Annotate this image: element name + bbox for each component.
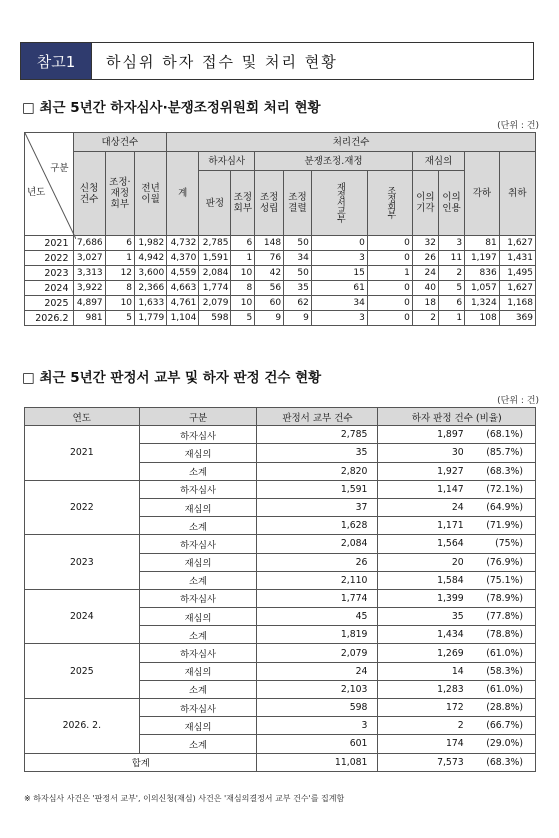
row-cell: 40 — [412, 281, 438, 296]
row-defect-count: 1,147 — [378, 480, 468, 498]
row-defect-ratio: (72.1%) — [468, 480, 536, 498]
row-defect-count: 30 — [378, 444, 468, 462]
diagonal-line — [25, 133, 76, 239]
row-defect-count: 1,434 — [378, 626, 468, 644]
row-cell: 10 — [231, 296, 255, 311]
row-cell: 81 — [465, 236, 500, 251]
header-med-return2-cell — [367, 171, 412, 236]
judgment-table-body — [25, 426, 536, 753]
row-cell: 1 — [367, 266, 412, 281]
row-issued: 2,079 — [257, 644, 378, 662]
table-row — [25, 426, 536, 444]
row-issued: 35 — [257, 444, 378, 462]
header-med-success: 조정 성립 — [255, 171, 284, 236]
row-year: 2021 — [25, 236, 74, 251]
row-issued: 2,084 — [257, 535, 378, 553]
section1-title: □ 최근 5년간 하자심사·분쟁조정위원회 처리 현황 — [22, 100, 321, 116]
row-issued: 26 — [257, 553, 378, 571]
row-cell: 1,982 — [135, 236, 167, 251]
row-cell: 0 — [367, 281, 412, 296]
row-cell: 3 — [438, 236, 464, 251]
row-cell: 836 — [465, 266, 500, 281]
row-type: 소계 — [139, 735, 257, 753]
row-defect-count: 1,584 — [378, 571, 468, 589]
row-cell: 1,627 — [499, 281, 535, 296]
row-defect-count: 2 — [378, 717, 468, 735]
row-cell: 50 — [284, 236, 312, 251]
row-defect-count: 1,269 — [378, 644, 468, 662]
row-cell: 12 — [105, 266, 134, 281]
header-withdraw: 취하 — [499, 152, 535, 236]
row-year: 2024 — [25, 281, 74, 296]
row-type: 하자심사 — [139, 699, 257, 717]
row-cell: 35 — [284, 281, 312, 296]
row-cell: 0 — [367, 311, 412, 326]
row-cell: 4,663 — [167, 281, 199, 296]
row-cell: 1,591 — [199, 251, 231, 266]
row-defect-count: 35 — [378, 608, 468, 626]
total-issued: 11,081 — [257, 753, 378, 771]
row-cell: 60 — [255, 296, 284, 311]
row-issued: 2,820 — [257, 462, 378, 480]
row-cell: 61 — [311, 281, 367, 296]
row-issued: 1,819 — [257, 626, 378, 644]
row-defect-count: 1,399 — [378, 589, 468, 607]
row-cell: 34 — [284, 251, 312, 266]
row-issued: 2,103 — [257, 680, 378, 698]
row-cell: 2,785 — [199, 236, 231, 251]
row-cell: 6 — [438, 296, 464, 311]
row-cell: 2,084 — [199, 266, 231, 281]
row-cell: 34 — [311, 296, 367, 311]
row-defect-ratio: (75%) — [468, 535, 536, 553]
header-mediation-return: 조정· 재정 회부 — [105, 152, 134, 236]
row-cell: 6 — [231, 236, 255, 251]
row-cell: 5 — [231, 311, 255, 326]
row-issued: 1,628 — [257, 517, 378, 535]
table-row — [25, 296, 536, 311]
row-cell: 148 — [255, 236, 284, 251]
row-defect-ratio: (75.1%) — [468, 571, 536, 589]
row-cell: 369 — [499, 311, 535, 326]
row-cell: 2,079 — [199, 296, 231, 311]
row-cell: 1,633 — [135, 296, 167, 311]
row-cell: 11 — [438, 251, 464, 266]
row-cell: 8 — [231, 281, 255, 296]
row-defect-count: 20 — [378, 553, 468, 571]
row-cell: 76 — [255, 251, 284, 266]
row-cell: 4,732 — [167, 236, 199, 251]
row-issued: 37 — [257, 498, 378, 516]
row-type: 재심의 — [139, 662, 257, 680]
row-cell: 4,897 — [73, 296, 105, 311]
row-cell: 1,104 — [167, 311, 199, 326]
row-cell: 2 — [438, 266, 464, 281]
row-cell: 4,942 — [135, 251, 167, 266]
row-defect-ratio: (78.9%) — [468, 589, 536, 607]
row-cell: 0 — [367, 296, 412, 311]
row-cell: 8 — [105, 281, 134, 296]
table-row — [25, 311, 536, 326]
row-cell: 9 — [284, 311, 312, 326]
group-year: 2022 — [25, 480, 140, 535]
row-defect-ratio: (85.7%) — [468, 444, 536, 462]
row-defect-ratio: (71.9%) — [468, 517, 536, 535]
row-defect-count: 14 — [378, 662, 468, 680]
row-defect-ratio: (61.0%) — [468, 680, 536, 698]
row-issued: 45 — [257, 608, 378, 626]
row-type: 재심의 — [139, 608, 257, 626]
row-cell: 0 — [311, 236, 367, 251]
footnote: ※ 하자심사 사건은 '판정서 교부', 이의신청(재심) 사건은 '재심의결정서 교부 건수'를 집계함 — [24, 794, 345, 803]
row-cell: 1,431 — [499, 251, 535, 266]
table-row — [25, 644, 536, 662]
row-issued: 2,785 — [257, 426, 378, 444]
total-defect-count: 7,573 — [378, 753, 468, 771]
row-cell: 108 — [465, 311, 500, 326]
row-cell: 6 — [105, 236, 134, 251]
row-cell: 2,366 — [135, 281, 167, 296]
row-type: 하자심사 — [139, 535, 257, 553]
row-cell: 3,600 — [135, 266, 167, 281]
row-cell: 981 — [73, 311, 105, 326]
row-cell: 24 — [412, 266, 438, 281]
row-defect-count: 1,897 — [378, 426, 468, 444]
row-defect-ratio: (77.8%) — [468, 608, 536, 626]
row-cell: 3,027 — [73, 251, 105, 266]
row-cell: 1 — [438, 311, 464, 326]
row-cell: 10 — [231, 266, 255, 281]
header2-defect: 하자 판정 건수 (비율) — [378, 408, 536, 426]
section1-unit: (단위 : 건) — [497, 121, 539, 131]
header-hajasimsa: 하자심사 — [199, 152, 255, 171]
row-issued: 1,591 — [257, 480, 378, 498]
row-defect-ratio: (68.3%) — [468, 462, 536, 480]
row-defect-count: 24 — [378, 498, 468, 516]
row-cell: 1,627 — [499, 236, 535, 251]
row-type: 소계 — [139, 462, 257, 480]
row-year: 2026.2 — [25, 311, 74, 326]
table-row — [25, 589, 536, 607]
row-defect-ratio: (61.0%) — [468, 644, 536, 662]
row-cell: 15 — [311, 266, 367, 281]
row-issued: 598 — [257, 699, 378, 717]
row-type: 재심의 — [139, 444, 257, 462]
row-cell: 4,559 — [167, 266, 199, 281]
row-cell: 50 — [284, 266, 312, 281]
row-cell: 1,057 — [465, 281, 500, 296]
row-type: 소계 — [139, 626, 257, 644]
row-cell: 1,324 — [465, 296, 500, 311]
header2-gubun: 구분 — [139, 408, 257, 426]
row-cell: 62 — [284, 296, 312, 311]
row-defect-ratio: (68.1%) — [468, 426, 536, 444]
table-row — [25, 251, 536, 266]
row-defect-count: 1,927 — [378, 462, 468, 480]
row-cell: 1,774 — [199, 281, 231, 296]
row-type: 소계 — [139, 571, 257, 589]
table-row — [25, 699, 536, 717]
total-label: 합계 — [25, 753, 257, 771]
row-cell: 0 — [367, 251, 412, 266]
header-dismiss: 각하 — [465, 152, 500, 236]
row-cell: 598 — [199, 311, 231, 326]
group-year: 2024 — [25, 589, 140, 644]
row-defect-ratio: (58.3%) — [468, 662, 536, 680]
row-defect-ratio: (66.7%) — [468, 717, 536, 735]
row-year: 2022 — [25, 251, 74, 266]
row-defect-ratio: (29.0%) — [468, 735, 536, 753]
group-year: 2023 — [25, 535, 140, 590]
group-year: 2021 — [25, 426, 140, 481]
row-cell: 0 — [367, 236, 412, 251]
row-defect-count: 172 — [378, 699, 468, 717]
header-tag: 참고1 — [21, 43, 91, 79]
row-type: 하자심사 — [139, 589, 257, 607]
row-cell: 4,370 — [167, 251, 199, 266]
row-cell: 2 — [412, 311, 438, 326]
section2-title: □ 최근 5년간 판정서 교부 및 하자 판정 건수 현황 — [22, 370, 322, 386]
table-row — [25, 480, 536, 498]
row-cell: 7,686 — [73, 236, 105, 251]
header-title: 하심위 하자 접수 및 처리 현황 — [91, 43, 533, 79]
header-received: 대상건수 — [73, 133, 167, 152]
row-type: 하자심사 — [139, 644, 257, 662]
total-defect-ratio: (68.3%) — [468, 753, 536, 771]
row-cell: 26 — [412, 251, 438, 266]
row-cell: 1 — [105, 251, 134, 266]
row-cell: 4,761 — [167, 296, 199, 311]
row-cell: 1,197 — [465, 251, 500, 266]
row-defect-ratio: (78.8%) — [468, 626, 536, 644]
row-type: 소계 — [139, 680, 257, 698]
row-cell: 1 — [231, 251, 255, 266]
header-dispute: 분쟁조정.재정 — [255, 152, 413, 171]
header-reexam: 재심의 — [412, 152, 464, 171]
row-type: 하자심사 — [139, 480, 257, 498]
header-objection-accept: 이의 인용 — [438, 171, 464, 236]
row-year: 2023 — [25, 266, 74, 281]
header-med-return: 조정 회부 — [231, 171, 255, 236]
header-rejudge-return-cell — [311, 171, 367, 236]
row-cell: 1,495 — [499, 266, 535, 281]
header-processed: 처리건수 — [167, 133, 536, 152]
header-gubun: 구분 — [50, 163, 69, 174]
row-cell: 3,313 — [73, 266, 105, 281]
row-defect-count: 174 — [378, 735, 468, 753]
row-type: 하자심사 — [139, 426, 257, 444]
row-defect-ratio: (64.9%) — [468, 498, 536, 516]
section2-unit: (단위 : 건) — [497, 396, 539, 406]
header-apply: 신청 건수 — [73, 152, 105, 236]
processing-table-body — [25, 236, 536, 326]
row-cell: 32 — [412, 236, 438, 251]
header2-issued: 판정서 교부 건수 — [257, 408, 378, 426]
row-cell: 3,922 — [73, 281, 105, 296]
row-cell: 3 — [311, 251, 367, 266]
row-issued: 2,110 — [257, 571, 378, 589]
row-cell: 3 — [311, 311, 367, 326]
row-type: 재심의 — [139, 498, 257, 516]
row-type: 재심의 — [139, 553, 257, 571]
diag-header-cell — [25, 133, 74, 236]
header-med-return2: 조정회부 — [385, 185, 396, 218]
row-issued: 601 — [257, 735, 378, 753]
row-cell: 18 — [412, 296, 438, 311]
row-cell: 1,779 — [135, 311, 167, 326]
row-defect-count: 1,283 — [378, 680, 468, 698]
table-row — [25, 535, 536, 553]
judgment-status-table — [24, 407, 536, 772]
row-defect-count: 1,564 — [378, 535, 468, 553]
header-total: 계 — [167, 152, 199, 236]
row-cell: 5 — [105, 311, 134, 326]
header-carryover: 전년 이월 — [135, 152, 167, 236]
header-year: 년도 — [27, 187, 46, 198]
row-cell: 1,168 — [499, 296, 535, 311]
row-defect-ratio: (28.8%) — [468, 699, 536, 717]
header2-year: 연도 — [25, 408, 140, 426]
group-year: 2025 — [25, 644, 140, 699]
row-cell: 10 — [105, 296, 134, 311]
header-med-decision: 조정 결렬 — [284, 171, 312, 236]
header-judgment: 판정 — [199, 171, 231, 236]
row-issued: 24 — [257, 662, 378, 680]
row-cell: 5 — [438, 281, 464, 296]
row-cell: 42 — [255, 266, 284, 281]
row-year: 2025 — [25, 296, 74, 311]
row-defect-count: 1,171 — [378, 517, 468, 535]
table-row — [25, 281, 536, 296]
header-rejudge-return: 재정서교부 — [334, 181, 345, 222]
table-row — [25, 266, 536, 281]
row-defect-ratio: (76.9%) — [468, 553, 536, 571]
header-box — [20, 42, 534, 80]
group-year: 2026. 2. — [25, 699, 140, 754]
row-type: 소계 — [139, 517, 257, 535]
table-row — [25, 236, 536, 251]
row-issued: 1,774 — [257, 589, 378, 607]
header-objection-reject: 이의 기각 — [412, 171, 438, 236]
processing-status-table — [24, 132, 536, 326]
row-cell: 9 — [255, 311, 284, 326]
row-type: 재심의 — [139, 717, 257, 735]
row-cell: 56 — [255, 281, 284, 296]
row-issued: 3 — [257, 717, 378, 735]
